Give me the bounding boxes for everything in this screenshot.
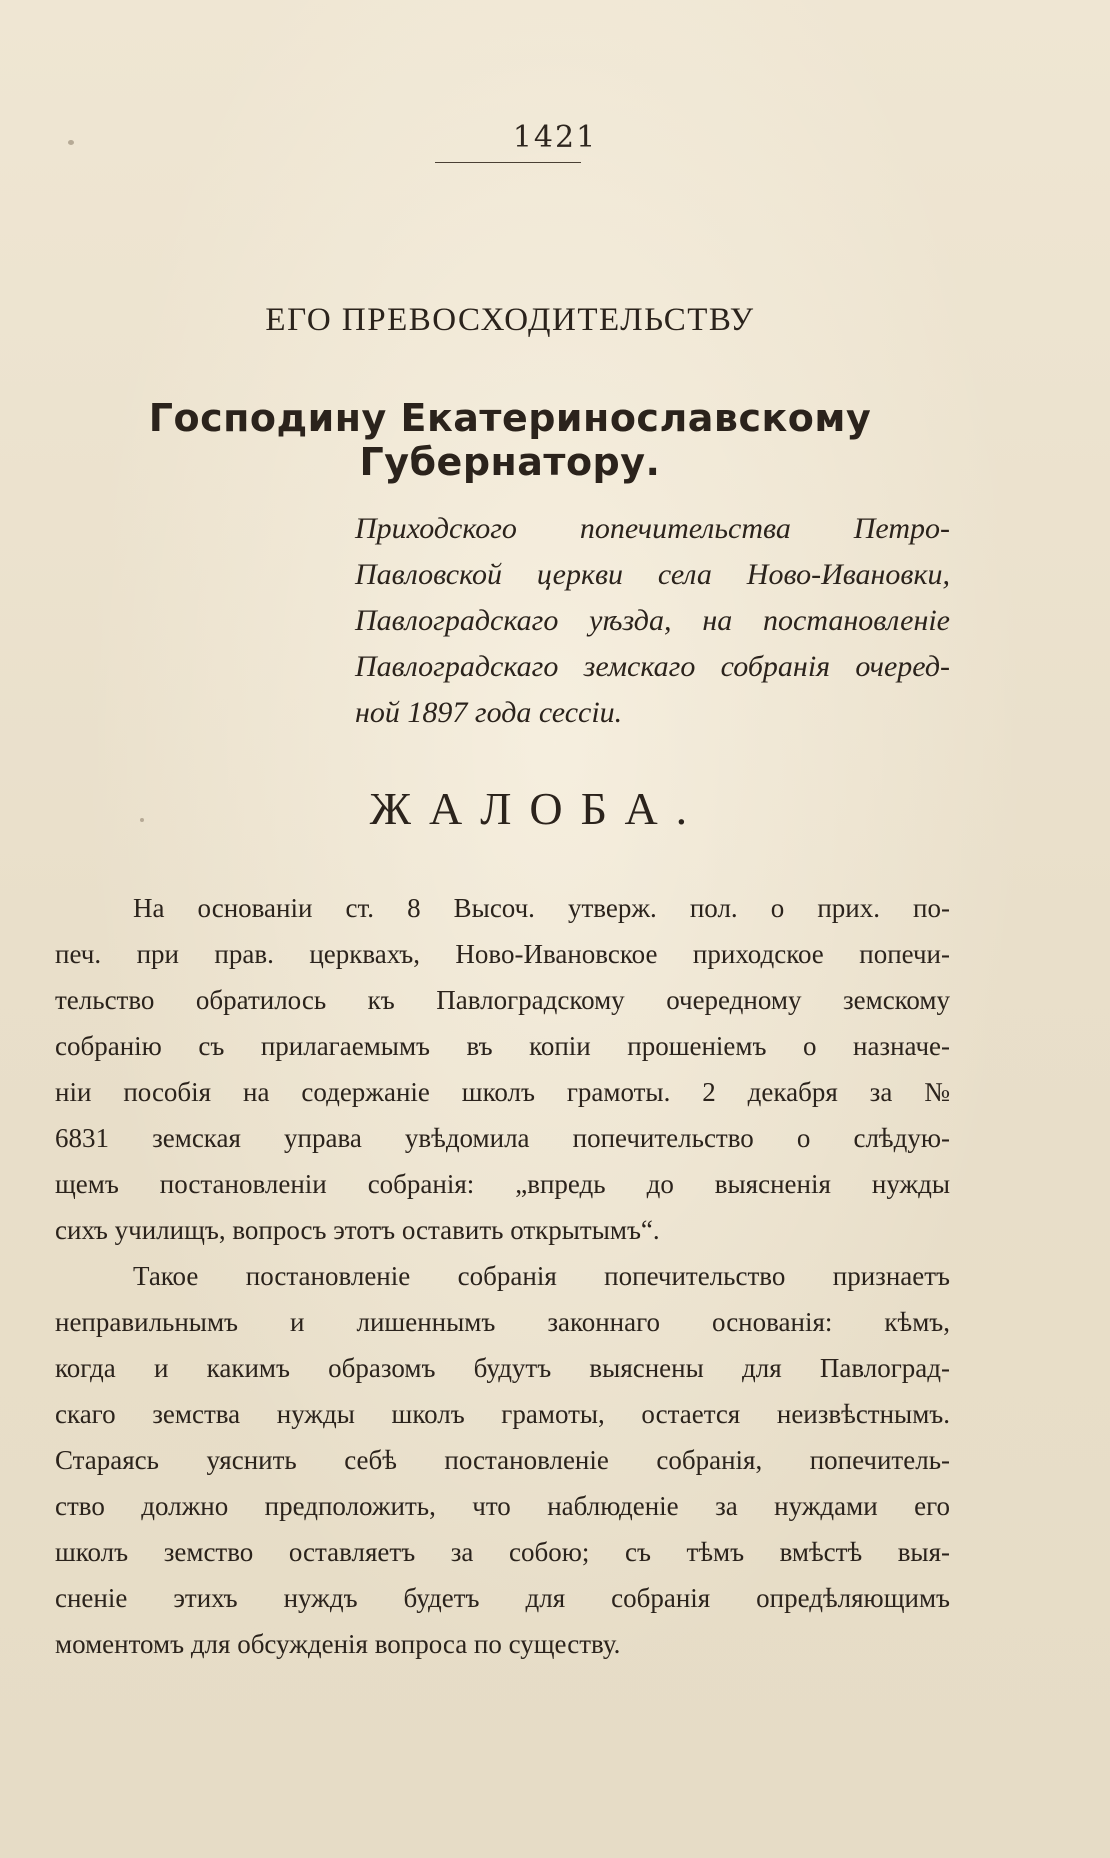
text-line: ство должно предположить, что наблюденіе за нуждами его — [55, 1491, 950, 1521]
sender-line: ной 1897 года сессіи. — [355, 696, 623, 729]
text-line: печ. при прав. церквахъ, Ново-Ивановское приходское попечи- — [55, 939, 950, 969]
text-line: скаго земства нужды школъ грамоты, остается неизвѣстнымъ. — [55, 1399, 950, 1429]
document-title: ЖАЛОБА. — [369, 783, 706, 834]
sender-line: Приходского попечительства Петро- — [355, 512, 950, 545]
paragraph-1 — [55, 885, 950, 1253]
body-text — [55, 885, 950, 1667]
text-line: школъ земство оставляетъ за собою; съ тѣмъ вмѣстѣ выя- — [55, 1537, 950, 1567]
text-line: Такое постановленіе собранія попечительство признаетъ — [133, 1261, 950, 1291]
paragraph-2 — [55, 1253, 950, 1667]
text-line: когда и какимъ образомъ будутъ выяснены для Павлоград- — [55, 1353, 950, 1383]
page-number-rule — [435, 162, 581, 163]
text-line: неправильнымъ и лишеннымъ законнаго основанія: кѣмъ, — [55, 1307, 950, 1337]
sender-line: Павлоградскаго земскаго собранія очеред- — [355, 650, 950, 683]
sender-line: Павлоградскаго уѣзда, на постановленіе — [355, 604, 950, 637]
page-number: 1421 — [512, 120, 598, 155]
text-line: ніи пособія на содержаніе школъ грамоты. 2 декабря за № — [55, 1077, 950, 1107]
text-line: сихъ училищъ, вопросъ этотъ оставить открытымъ“. — [55, 1215, 660, 1245]
text-line: щемъ постановленіи собранія: „впредь до выясненія нужды — [55, 1169, 950, 1199]
text-line: тельство обратилось къ Павлоградскому очередному земскому — [55, 985, 950, 1015]
text-line: сненіе этихъ нуждъ будетъ для собранія опредѣляющимъ — [55, 1583, 950, 1613]
text-line: Стараясь уяснить себѣ постановленіе собранія, попечитель- — [55, 1445, 950, 1475]
text-line: моментомъ для обсужденія вопроса по существу. — [55, 1629, 621, 1659]
sender-block — [355, 506, 950, 736]
addressee-name: Господину Екатеринославскому Губернатору. — [148, 396, 872, 484]
text-line: 6831 земская управа увѣдомила попечительство о слѣдую- — [55, 1123, 950, 1153]
sender-line: Павловской церкви села Ново-Ивановки, — [355, 558, 950, 591]
text-line: собранію съ прилагаемымъ въ копіи прошеніемъ о назначе- — [55, 1031, 950, 1061]
addressee-title: ЕГО ПРЕВОСХОДИТЕЛЬСТВУ — [265, 302, 755, 338]
text-line: На основаніи ст. 8 Высоч. утверж. пол. о прих. по- — [133, 893, 950, 923]
